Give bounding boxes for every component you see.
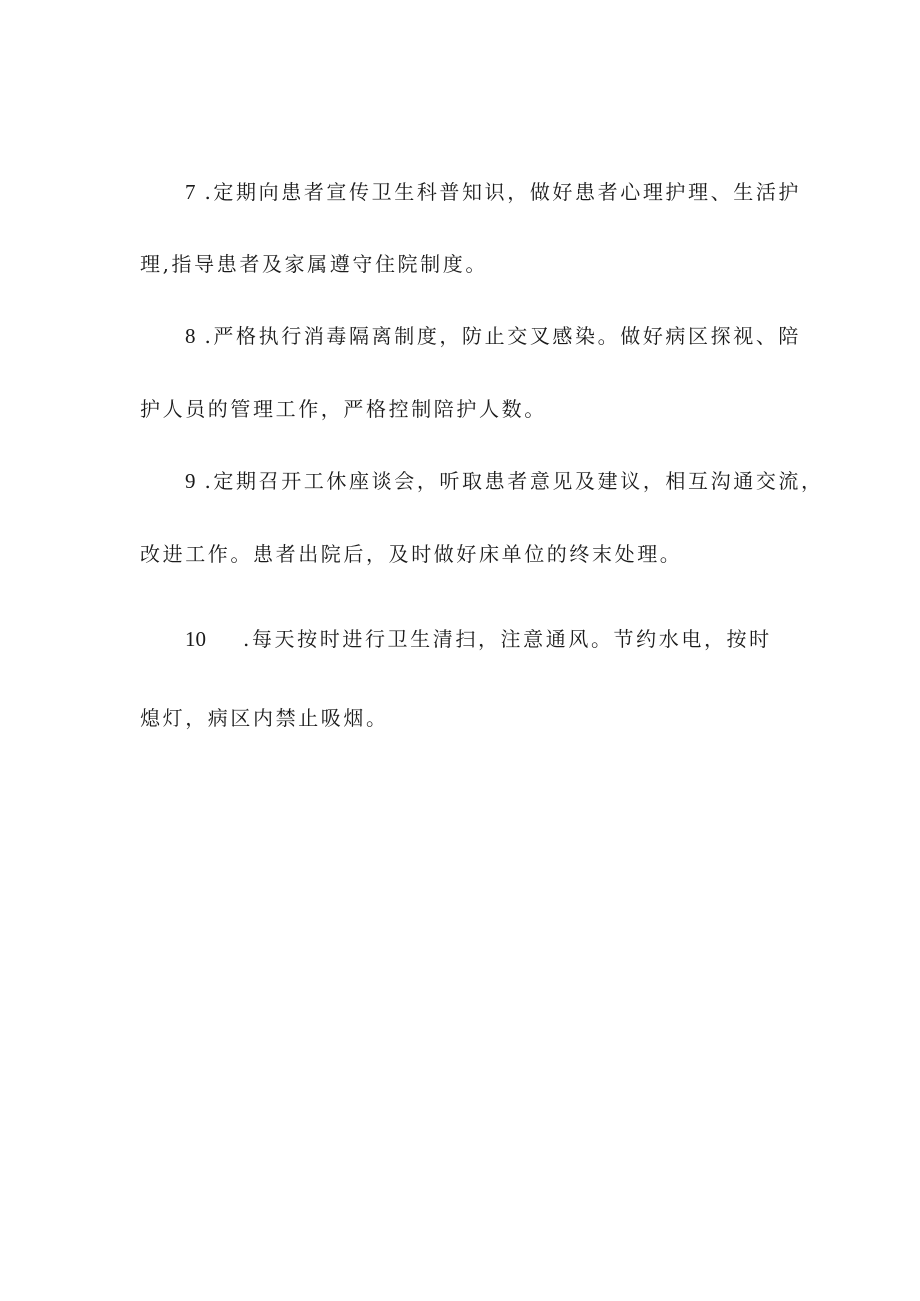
item-8-line-2	[140, 395, 547, 423]
item-10-line-2	[140, 704, 389, 732]
item-7-line-2	[140, 250, 488, 278]
item-7-text-1: .定期向患者宣传卫生科普知识，做好患者心理护理、生活护	[195, 180, 802, 204]
item-9-text-2: 改进工作。患者出院后，及时做好床单位的终末处理。	[140, 542, 683, 566]
item-8-text-2: 护人员的管理工作，严格控制陪护人数。	[140, 397, 547, 421]
item-10-number: 10	[185, 627, 206, 651]
item-9-number: 9	[185, 469, 196, 493]
item-8-number: 8	[185, 324, 196, 348]
item-9-line-1	[185, 467, 824, 495]
item-10-line-1	[185, 625, 772, 653]
item-10-text-2: 熄灯，病区内禁止吸烟。	[140, 706, 389, 730]
item-8-text-1: .严格执行消毒隔离制度，防止交叉感染。做好病区探视、陪	[195, 324, 802, 348]
item-8-line-1	[185, 322, 801, 350]
item-9-line-2	[140, 540, 682, 568]
item-9-text-1: .定期召开工休座谈会，听取患者意见及建议，相互沟通交流，	[195, 469, 824, 493]
item-10-text-1: .每天按时进行卫生清扫，注意通风。节约水电，按时	[243, 627, 772, 651]
item-7-line-1	[185, 178, 801, 206]
item-7-number: 7	[185, 180, 196, 204]
item-7-text-2: 理,指导患者及家属遵守住院制度。	[140, 252, 488, 276]
